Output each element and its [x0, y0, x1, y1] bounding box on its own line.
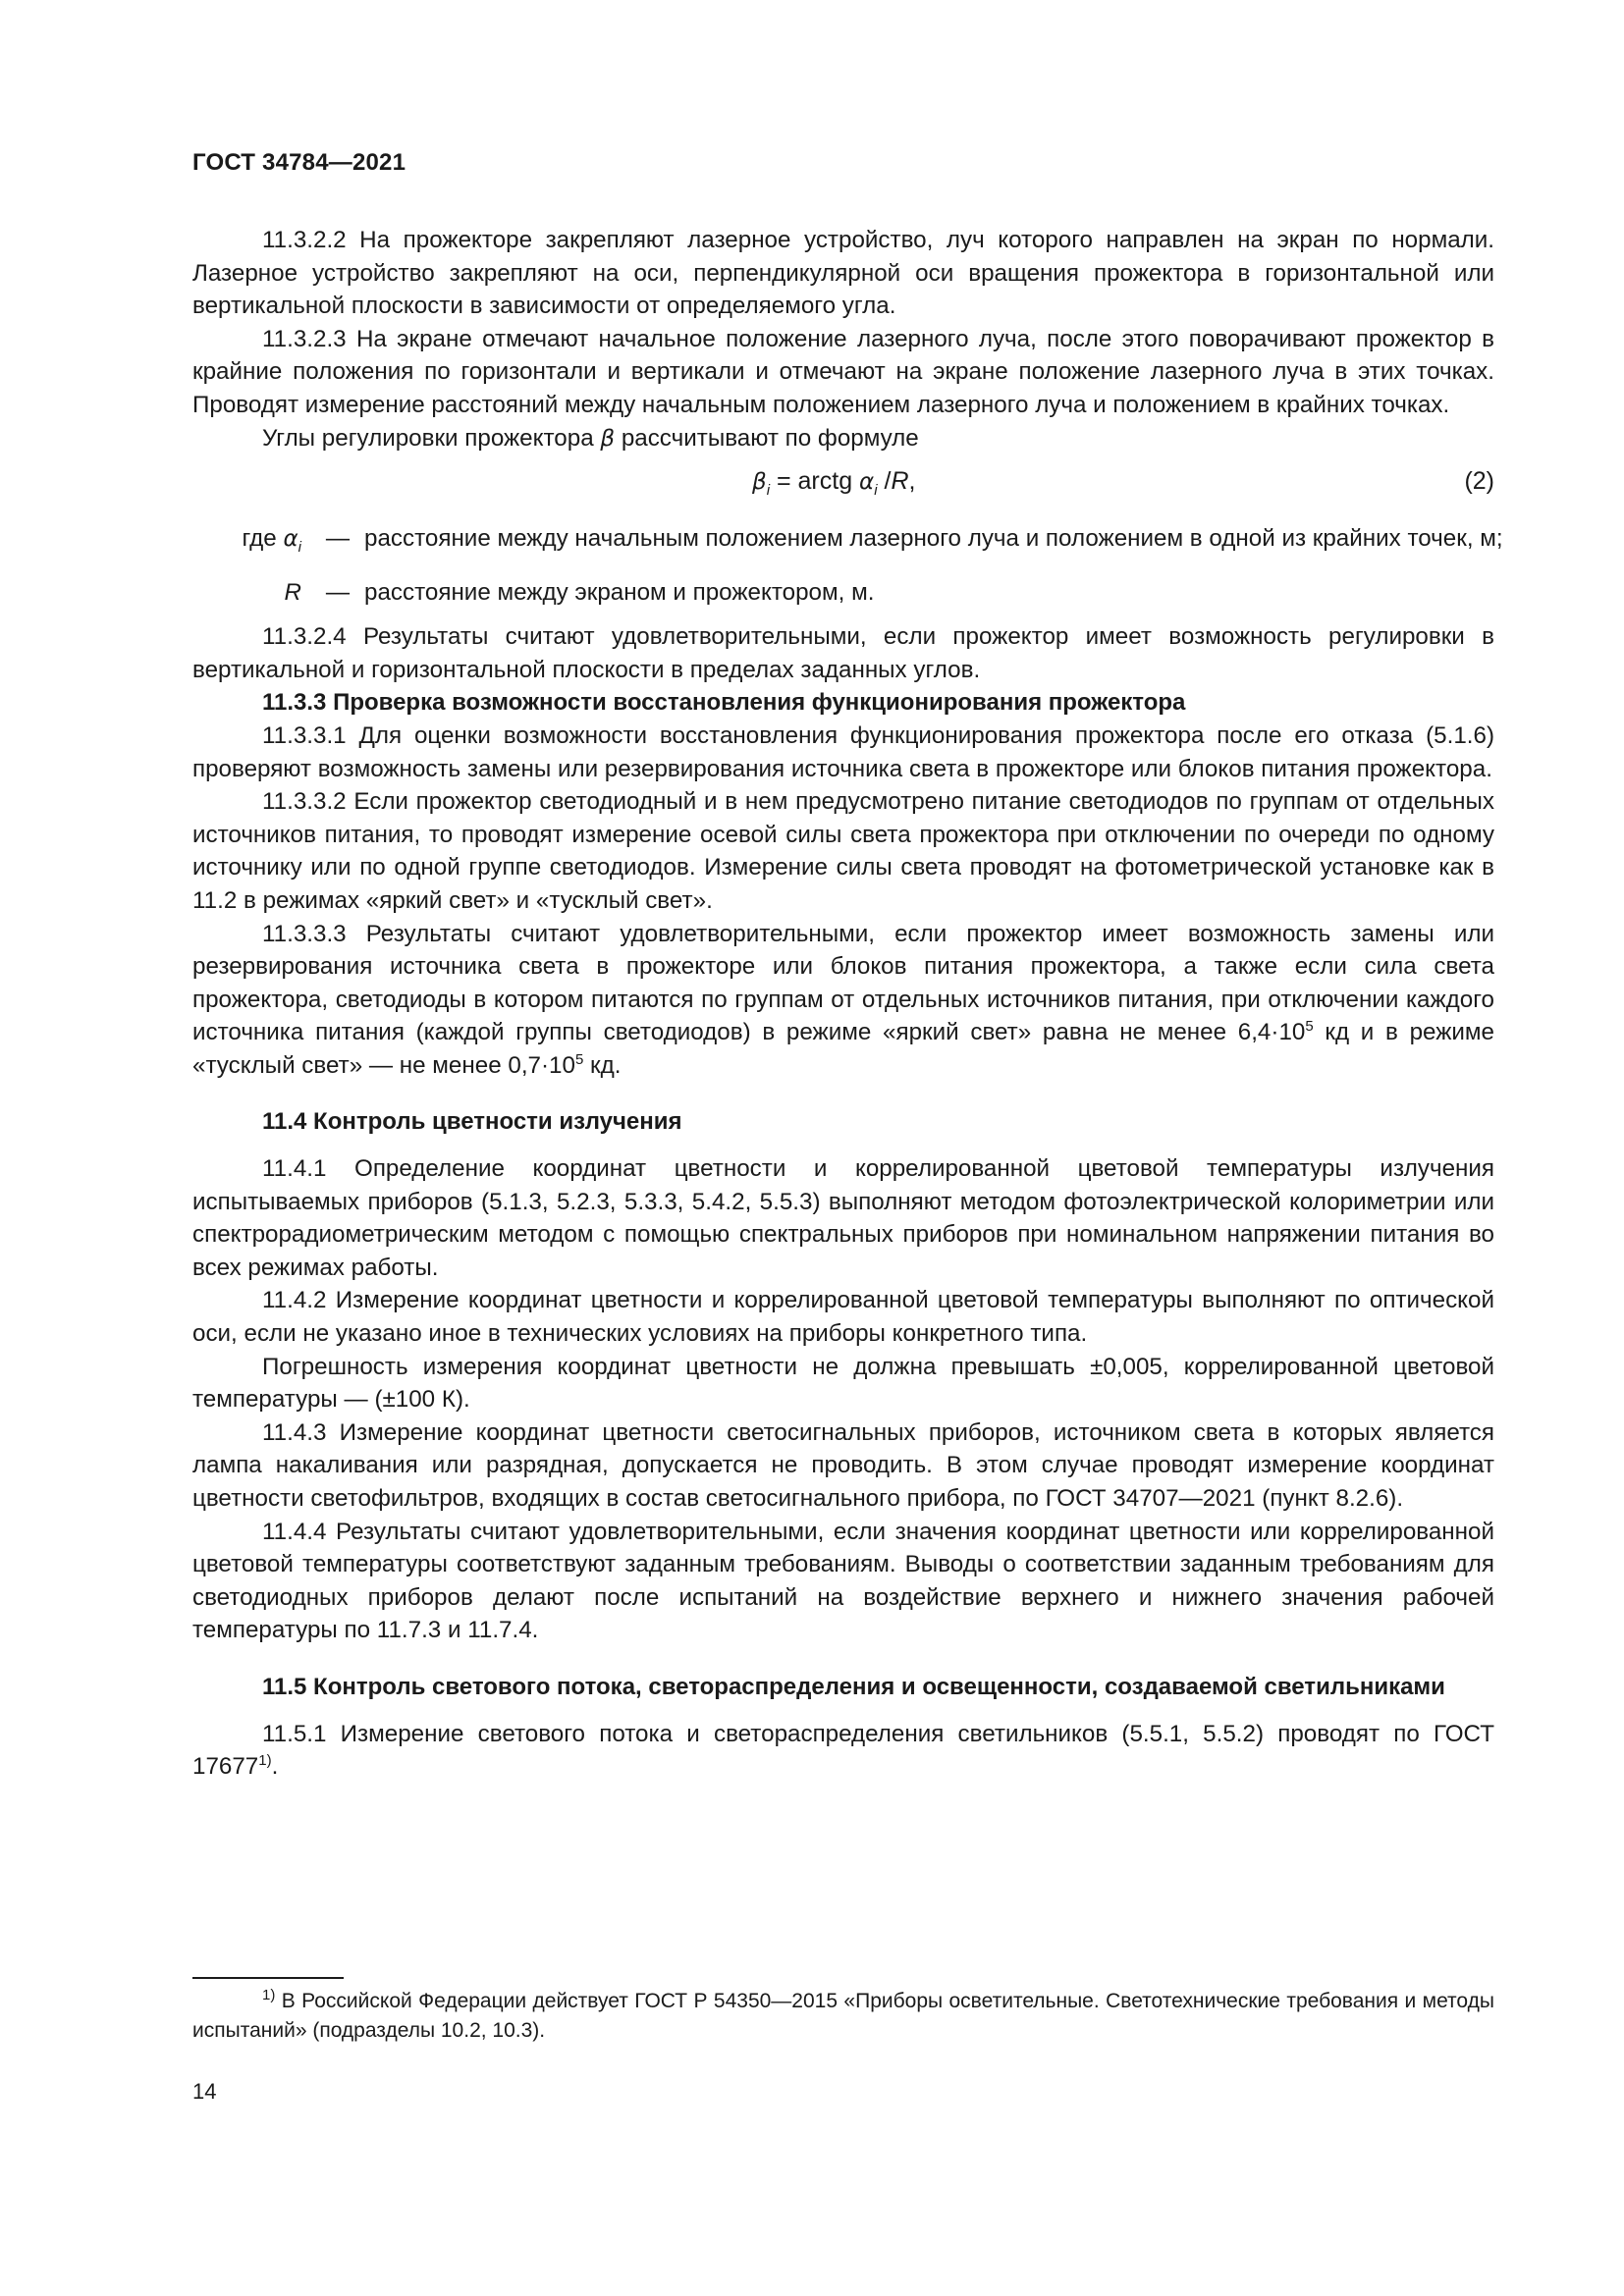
paragraph-11-3-2-4: 11.3.2.4 Результаты считают удовлетворительными, если прожектор имеет возможность регулировки в вертикальной и горизонтальной плоскости в пределах заданных углов. [192, 623, 1494, 683]
variable-R-label [211, 576, 311, 621]
formula-intro [192, 422, 1494, 456]
variable-R-symbol: R [284, 578, 301, 606]
heading-11-3-3: 11.3.3 Проверка возможности восстановления функционирования прожектора [262, 689, 1186, 717]
where-prefix: где [242, 525, 277, 553]
formula-alpha-index: i [874, 482, 878, 500]
variable-alpha-description: расстояние между начальным положением лазерного луча и положением в одной из крайних точек, м; [364, 525, 1503, 553]
paragraph-11-4-3: 11.4.3 Измерение координат цветности светосигнальных приборов, источником света в которых является лампа накаливания или разрядная, допускается не проводить. В этом случае проводят измерение координат цветности светофильтров, входящих в состав светосигнального прибора, по ГОСТ 34707—2021 (пункт 8.2.6). [192, 1418, 1494, 1513]
paragraph-11-4-1: 11.4.1 Определение координат цветности и коррелированной цветовой температуры излучения испытываемых приборов (5.1.3, 5.2.3, 5.3.3, 5.4.2, 5.5.3) выполняют методом фотоэлектрической колориметрии или спектрорадиометрическим методом с помощью спектральных приборов при номинальном напряжении питания во всех режимах работы. [192, 1155, 1494, 1281]
formula-alpha: α [859, 469, 875, 496]
paragraph-11-3-3-1: 11.3.3.1 Для оценки возможности восстановления функционирования прожектора после его отказа (5.1.6) проверяют возможность замены или резервирования источника света в прожекторе или блоков питания прожектора. [192, 721, 1494, 782]
formula-intro-symbol: β [600, 425, 616, 452]
p-11-3-3-3-text-a: 11.3.3.3 Результаты считают удовлетворительными, если прожектор имеет возможность замены или резервирования источника света в прожекторе или блоков питания прожектора, а также если сила света прожектора, светодиоды в котором питаются по группам от отдельных источников питания, при отключении каждого источника питания (каждой группы светодиодов) в режиме «яркий свет» равна не менее 6,4·10 [192, 920, 1494, 1046]
formula-expression [752, 465, 915, 507]
formula-2 [192, 465, 1494, 508]
variable-R-description: расстояние между экраном и прожектором, м. [364, 578, 875, 606]
p-11-3-3-3-text-b: кд и в режиме «тусклый свет» — не менее 0,7·10 [192, 1019, 1494, 1079]
variable-alpha-dash: — [325, 525, 351, 553]
formula-arctg: = arctg [770, 467, 860, 496]
footnote-text: В Российской Федерации действует ГОСТ Р 54350—2015 «Приборы осветительные. Светотехнические требования и методы испытаний» (подразделы 10.2, 10.3). [192, 1990, 1494, 2042]
footnote-mark-wrap [192, 1987, 276, 2012]
variable-alpha-symbol: α [283, 526, 298, 553]
paragraph-11-3-2-2: 11.3.2.2 На прожекторе закрепляют лазерное устройство, луч которого направлен на экран по нормали. Лазерное устройство закрепляют на оси, перпендикулярной оси вращения прожектора в горизонтальной или вертикальной плоскости в зависимости от определяемого угла. [192, 227, 1494, 320]
paragraph-11-4-2-accuracy: Погрешность измерения координат цветности не должна превышать ±0,005, коррелированной цветовой температуры — (±100 К). [192, 1353, 1494, 1414]
paragraph-11-5-1 [192, 1718, 1494, 1784]
p-11-5-1-end: . [271, 1753, 279, 1781]
paragraph-11-4-4: 11.4.4 Результаты считают удовлетворительными, если значения координат цветности или коррелированной цветовой температуры соответствуют заданным требованиям. Выводы о соответствии заданным требованиям для светодиодных приборов делают после испытаний на воздействие верхнего и нижнего значения рабочей температуры по 11.7.3 и 11.7.4. [192, 1518, 1494, 1644]
formula-number: (2) [1464, 467, 1494, 496]
p-11-3-3-3-exp-b: 5 [574, 1050, 584, 1068]
document-header: ГОСТ 34784—2021 [192, 149, 406, 176]
footnote-mark: 1) [262, 1987, 276, 2003]
footnote-separator [192, 1977, 344, 1979]
heading-11-4: 11.4 Контроль цветности излучения [262, 1108, 682, 1136]
document-body [192, 224, 1503, 1784]
formula-intro-tail: рассчитывают по формуле [621, 424, 919, 452]
variable-alpha-label [211, 522, 311, 575]
p-11-5-1-text: 11.5.1 Измерение светового потока и светораспределения светильников (5.5.1, 5.5.2) проводят по ГОСТ 17677 [192, 1720, 1494, 1781]
paragraph-11-3-3-3 [192, 918, 1494, 1083]
variable-R-dash: — [325, 578, 351, 606]
paragraph-11-3-2-3: 11.3.2.3 На экране отмечают начальное положение лазерного луча, после этого поворачивают прожектор в крайние положения по горизонтали и вертикали и отмечают на экране положение лазерного луча в этих точках. Проводят измерение расстояний между начальным положением лазерного луча и положением в крайних точках. [192, 325, 1494, 418]
variables-legend [211, 522, 1503, 620]
formula-slash: / [877, 467, 892, 496]
paragraph-11-4-2: 11.4.2 Измерение координат цветности и коррелированной цветовой температуры выполняют по оптической оси, если не указано иное в технических условиях на приборы конкретного типа. [192, 1287, 1494, 1348]
p-11-3-3-3-exp-a: 5 [1305, 1018, 1314, 1036]
formula-intro-text: Углы регулировки прожектора [262, 424, 594, 452]
formula-R: R [891, 467, 909, 496]
paragraph-11-3-3-2: 11.3.3.2 Если прожектор светодиодный и в нем предусмотрено питание светодиодов по группам от отдельных источников питания, то проводят измерение осевой силы света прожектора при отключении по очереди по одному источнику или по одной группе светодиодов. Измерение силы света проводят на фотометрической установке как в 11.2 в режимах «яркий свет» и «тусклый свет». [192, 788, 1494, 914]
variable-alpha-index: i [298, 538, 301, 556]
p-11-3-3-3-text-c: кд. [583, 1051, 622, 1079]
footnote-ref[interactable]: 1) [258, 1752, 272, 1770]
page-number: 14 [192, 2079, 217, 2104]
formula-beta-index: i [766, 482, 771, 500]
formula-beta: β [752, 469, 767, 496]
formula-comma: , [908, 467, 916, 496]
heading-11-5: 11.5 Контроль светового потока, светораспределения и освещенности, создаваемой светильниками [262, 1673, 1445, 1700]
footnote [192, 1987, 1494, 2046]
